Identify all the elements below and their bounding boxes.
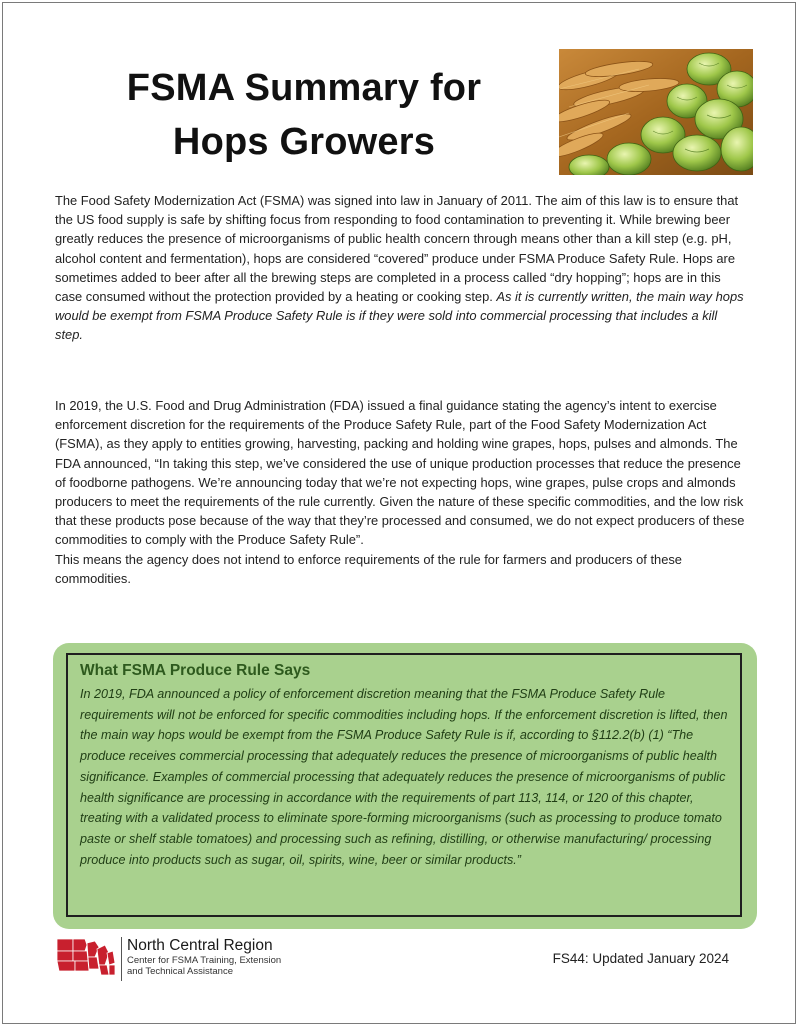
footer-divider bbox=[121, 937, 122, 981]
intro-text: The Food Safety Modernization Act (FSMA) was signed into law in January of 2011. The aim of this law is to ensure that the US food supply is safe by shifting focus from responding to food contamination to preventing it. While brewing beer greatly reduces the presence of microorganisms of public health concern through means other than a kill step (e.g. pH, alcohol content and fermentation), hops are considered “covered” produce under FSMA Produce Safety Rule. Hops are sometimes added to beer after all the brewing steps are completed in a process called “dry hopping”; hops are in this case consumed without the protection provided by a heating or cooking step. bbox=[55, 193, 739, 305]
org-name: North Central Region bbox=[127, 937, 273, 954]
guidance-section bbox=[55, 396, 747, 588]
fact-sheet-label: FS44: Updated January 2024 bbox=[552, 951, 729, 966]
title-line-1: FSMA Summary for bbox=[126, 67, 482, 109]
callout-body: In 2019, FDA announced a policy of enforcement discretion meaning that the FSMA Produce Safety Rule requirements will not be enforced for specific commodities including hops. If the enforcement discretion is lifted, then the main way hops would be exempt from the FSMA Produce Safety Rule is if, according to §112.2(b) (1) “The produce receives commercial processing that adequately reduces the presence of microorganisms of public health significance. Examples of commercial processing that adequately reduces the presence of microorganisms of public health significance are processing in accordance with the requirements of part 113, 114, or 120 of this chapter, treating with a validated process to eliminate spore-forming microorganisms (such as processing to produce tomato paste or shelf stable tomatoes) and processing such as refining, distilling, or otherwise manufacturing/ processing produce into products such as sugar, oil, spirits, wine, beer or similar products.” bbox=[80, 687, 728, 867]
logo-map-svg bbox=[55, 935, 119, 983]
document-page bbox=[2, 2, 796, 1024]
north-central-states-map-logo bbox=[55, 935, 119, 983]
produce-rule-callout bbox=[53, 643, 757, 929]
intro-italic-text: As it is currently written, the main way hops would be exempt from FSMA Produce Safety Rule is if they were sold into commercial processing that includes a kill step. bbox=[55, 289, 744, 343]
org-subtitle: Center for FSMA Training, Extension and Technical Assistance bbox=[127, 955, 282, 977]
wheat-and-hops-photo bbox=[559, 49, 753, 175]
guidance-conclusion: This means the agency does not intend to enforce requirements of the rule for farmers and producers of these commodities. bbox=[55, 551, 682, 586]
hero-illustration bbox=[559, 49, 753, 175]
title-line-2: Hops Growers bbox=[172, 121, 436, 163]
callout-border-box bbox=[66, 653, 742, 917]
page-title bbox=[63, 61, 545, 169]
callout-heading: What FSMA Produce Rule Says bbox=[80, 662, 311, 679]
guidance-paragraph: In 2019, the U.S. Food and Drug Administration (FDA) issued a final guidance stating the agency’s intent to exercise enforcement discretion for the requirements of the Produce Safety Rule, part of the Food Safety Modernization Act (FSMA), as they apply to entities growing, harvesting, packing and holding wine grapes, hops, pulses and almonds. The FDA announced, “In taking this step, we’ve considered the use of unique production processes that reduce the presence of foodborne pathogens. We’re announcing today that we’re not expecting hops, wine grapes, pulse crops and almonds producers to meet the requirements of the rule currently. Given the nature of these specific commodities, and the low risk that these products pose because of the way that they’re processed and consumed, we do not expect producers of these commodities to comply with the Produce Safety Rule”. bbox=[55, 398, 745, 548]
org-block bbox=[127, 937, 297, 977]
intro-paragraph bbox=[55, 191, 747, 345]
